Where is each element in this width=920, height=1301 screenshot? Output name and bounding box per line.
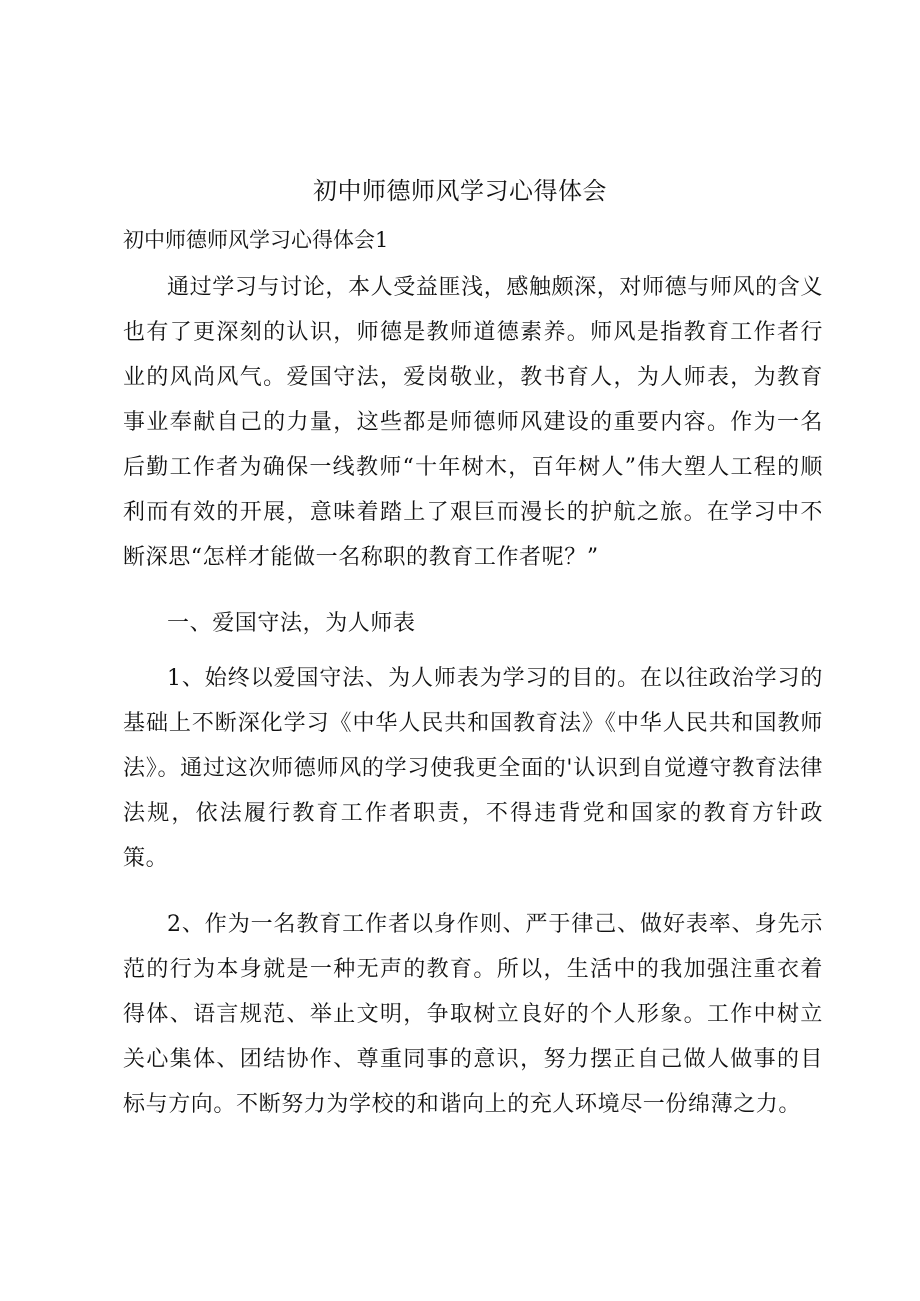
document-title: 初中师德师风学习心得体会 (313, 177, 607, 205)
section-heading: 一、爱国守法，为人师表 (167, 611, 416, 636)
intro-paragraph: 通过学习与讨论，本人受益匪浅，感触颇深，对师德与师风的含义也有了更深刻的认识，师德是教师道德素养。师风是指教育工作者行业的风尚风气。爱国守法，爱岗敬业，教书育人，为人师表，为教育事业奉献自己的力量，这些都是师德师风建设的重要内容。作为一名后勤工作者为确保一线教师“十年树木，百年树人”伟大塑人工程的顺利而有效的开展，意味着踏上了艰巨而漫长的护航之旅。在学习中不断深思“怎样才能做一名称职的教育工作者呢？” (123, 275, 823, 570)
body-paragraph-1: 1、始终以爱国守法、为人师表为学习的目的。在以往政治学习的基础上不断深化学习《中华人民共和国教育法》《中华人民共和国教师法》。通过这次师德师风的学习使我更全面的'认识到自觉遵守教育法律法规，依法履行教育工作者职责，不得违背党和国家的教育方针政策。 (123, 666, 823, 871)
document-subtitle: 初中师德师风学习心得体会1 (123, 228, 389, 252)
body-paragraph-2: 2、作为一名教育工作者以身作则、严于律己、做好表率、身先示范的行为本身就是一种无声的教育。所以，生活中的我加强注重衣着得体、语言规范、举止文明，争取树立良好的个人形象。工作中树立关心集体、团结协作、尊重同事的意识，努力摆正自己做人做事的目标与方向。不断努力为学校的和谐向上的充人环境尽一份绵薄之力。 (123, 912, 823, 1117)
